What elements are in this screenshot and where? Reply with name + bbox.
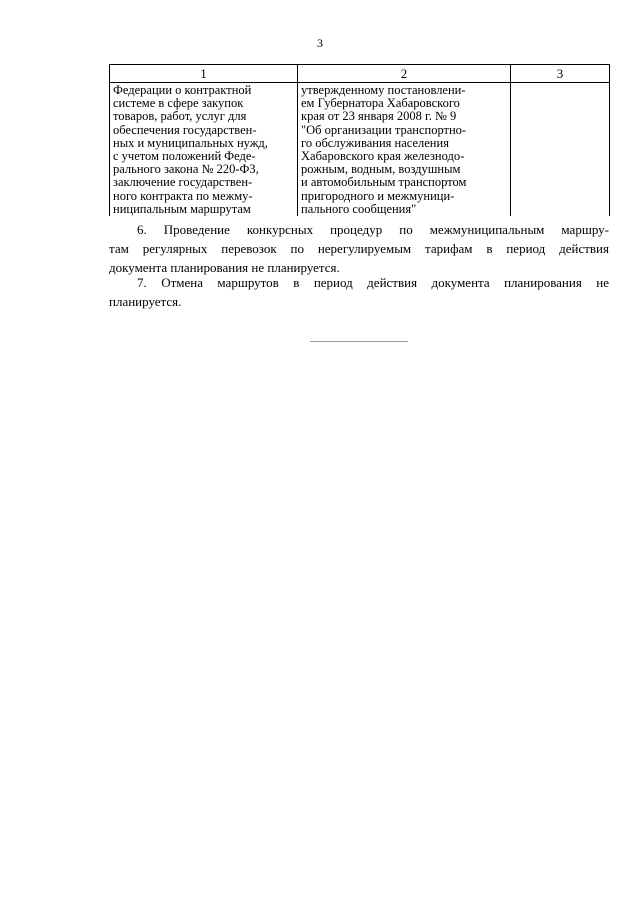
cell-line: ем Губернатора Хабаровского (301, 97, 460, 111)
paragraph-line: документа планирования не планируется. (109, 260, 340, 275)
paragraph-line: 6. Проведение конкурсных процедур по межмуниципальным маршру- (137, 222, 609, 237)
cell-line: системе в сфере закупок (113, 97, 244, 111)
cell-line: ниципальным маршрутам (113, 202, 251, 216)
cell-line: и автомобильным транспортом (301, 176, 467, 190)
cell-line: заключение государствен- (113, 176, 253, 190)
paragraph-line: планируется. (109, 294, 182, 309)
paragraph-line: там регулярных перевозок по нерегулируемым тарифам в период действия (109, 241, 609, 256)
cell-line: рального закона № 220-ФЗ, (113, 163, 259, 177)
cell-line: го обслуживания населения (301, 136, 449, 150)
cell-line: края от 23 января 2008 г. № 9 (301, 110, 457, 124)
table-header-col-1: 1 (110, 65, 298, 83)
cell-line: товаров, работ, услуг для (113, 110, 247, 124)
paragraph-line: 7. Отмена маршрутов в период действия документа планирования не (137, 275, 609, 290)
table-cell-col-1 (110, 83, 298, 217)
paragraph-6 (109, 220, 609, 277)
table-cell-col-3 (511, 83, 610, 217)
cell-line: пального сообщения" (301, 202, 417, 216)
cell-line: обеспечения государствен- (113, 123, 257, 137)
table-header-row (110, 65, 610, 83)
paragraph-7 (109, 273, 609, 311)
page-number: 3 (317, 36, 323, 50)
cell-line: ных и муниципальных нужд, (113, 136, 268, 150)
cell-line: "Об организации транспортно- (301, 123, 467, 137)
routes-table (109, 64, 610, 216)
cell-line: с учетом положений Феде- (113, 150, 256, 164)
cell-line: Федерации о контрактной (113, 84, 252, 97)
cell-line: Хабаровского края железнодо- (301, 150, 465, 164)
cell-line: утвержденному постановлени- (301, 84, 466, 97)
cell-line: рожным, водным, воздушным (301, 163, 461, 177)
table-cell-col-2 (298, 83, 511, 217)
table-row (110, 83, 610, 217)
table-header-col-3: 3 (511, 65, 610, 83)
cell-line: ного контракта по межму- (113, 189, 253, 203)
table-header-col-2: 2 (298, 65, 511, 83)
end-of-document-rule (310, 341, 408, 342)
cell-line: пригородного и межмуници- (301, 189, 455, 203)
